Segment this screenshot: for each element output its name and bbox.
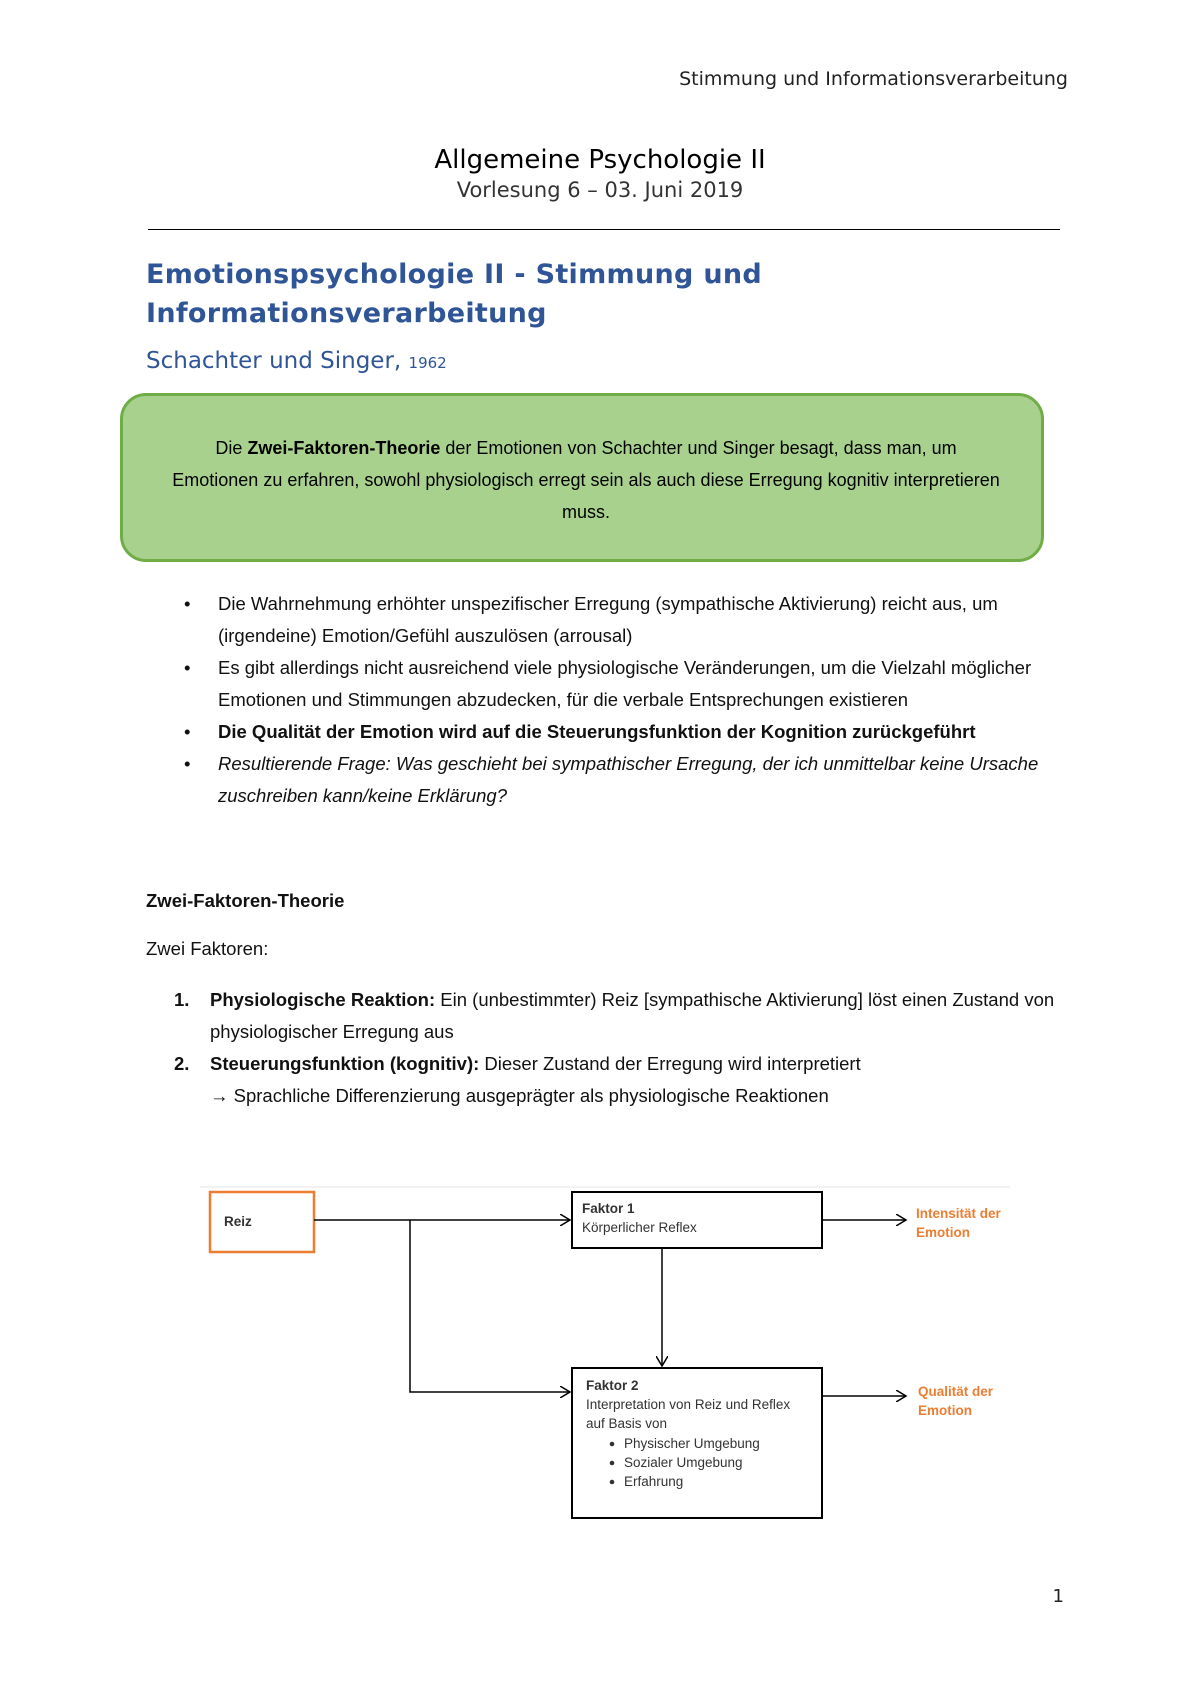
factor1-title: Faktor 1: [582, 1201, 635, 1216]
document-title: Allgemeine Psychologie II: [434, 145, 766, 175]
factor-text: Dieser Zustand der Erregung wird interpretiert: [479, 1053, 861, 1074]
factor-label: Steuerungsfunktion (kognitiv):: [210, 1053, 480, 1074]
theory-callout-term: Zwei-Faktoren-Theorie: [247, 438, 441, 458]
factor-number: 1.: [174, 989, 190, 1010]
factor-text: Ein (unbestimmter) Reiz [sympathische Aktivierung] löst einen Zustand von physiologischer Erregung aus: [210, 989, 1055, 1042]
factor2-item: Physischer Umgebung: [624, 1436, 760, 1451]
arrow-right-icon: →: [210, 1085, 229, 1106]
subsection-authors: Schachter und Singer,: [146, 348, 402, 374]
factor2-line: Interpretation von Reiz und Reflex: [586, 1397, 791, 1412]
factor2-title: Faktor 2: [586, 1378, 639, 1393]
factor2-item: Erfahrung: [624, 1474, 684, 1489]
theory-callout-prefix: Die: [215, 438, 248, 458]
bullet-list: [184, 588, 1064, 812]
bullet-dot-icon: •: [184, 657, 191, 678]
factor-note: Sprachliche Differenzierung ausgeprägter als physiologische Reaktionen: [228, 1085, 829, 1106]
factor-number: 2.: [174, 1053, 190, 1074]
theory-callout-text: [171, 432, 1001, 528]
output-quality-label: Qualität der: [918, 1384, 994, 1399]
arrow-stimulus-to-factor2: [410, 1220, 570, 1392]
bullet-dot-icon: [610, 1480, 615, 1485]
bullet-text-bold: Die Qualität der Emotion wird auf die Steuerungsfunktion der Kognition zurückgeführt: [218, 721, 976, 742]
bullet-text: Es gibt allerdings nicht ausreichend viele physiologische Veränderungen, um die Vielzahl möglicher Emotionen und Stimmungen abzudecken, für die verbale Entsprechungen existieren: [218, 657, 1032, 710]
section-heading: Emotionspsychologie II - Stimmung und Informationsverarbeitung: [146, 259, 763, 329]
bullet-item: [184, 748, 1064, 812]
bullet-dot-icon: [610, 1442, 615, 1447]
running-header: Stimmung und Informationsverarbeitung: [679, 68, 1068, 90]
factor2-item: Sozialer Umgebung: [624, 1455, 743, 1470]
output-intensity-label: Intensität der: [916, 1206, 1001, 1221]
stimulus-label: Reiz: [224, 1214, 252, 1229]
bullet-item: [184, 588, 1064, 652]
factor-label: Physiologische Reaktion:: [210, 989, 436, 1010]
bullet-dot-icon: •: [184, 753, 191, 774]
bullet-dot-icon: [610, 1461, 615, 1466]
theory-heading: Zwei-Faktoren-Theorie: [146, 890, 345, 911]
factor-item: [174, 1048, 1074, 1112]
two-factors-label: Zwei Faktoren:: [146, 938, 269, 959]
bullet-dot-icon: •: [184, 721, 191, 742]
theory-callout-box: [120, 393, 1044, 562]
two-factor-diagram: [200, 1180, 1020, 1530]
bullet-text-italic: Resultierende Frage: Was geschieht bei sympathischer Erregung, der ich unmittelbar keine Ursache zuschreiben kann/keine Erklärung?: [218, 753, 1039, 806]
factor-item: [174, 984, 1074, 1048]
bullet-text: Die Wahrnehmung erhöhter unspezifischer Erregung (sympathische Aktivierung) reicht aus, um (irgendeine) Emotion/Gefühl auszulösen (arrousal): [218, 593, 998, 646]
bullet-dot-icon: •: [184, 593, 191, 614]
theory-callout-body: der Emotionen von Schachter und Singer besagt, dass man, um Emotionen zu erfahren, sowohl physiologisch erregt sein als auch diese Erregung kognitiv interpretieren muss.: [172, 438, 1000, 522]
title-divider: [148, 229, 1060, 230]
output-quality-label: Emotion: [918, 1403, 972, 1418]
factor2-line: auf Basis von: [586, 1416, 668, 1431]
bullet-item: [184, 716, 1064, 748]
page-number: 1: [1052, 1586, 1064, 1607]
document-subtitle: Vorlesung 6 – 03. Juni 2019: [456, 178, 744, 202]
output-intensity-label: Emotion: [916, 1225, 970, 1240]
factor-list: [174, 984, 1074, 1112]
bullet-item: [184, 652, 1064, 716]
subsection-heading: [146, 348, 447, 374]
subsection-year: 1962: [408, 354, 447, 372]
factor1-subtitle: Körperlicher Reflex: [582, 1220, 697, 1235]
